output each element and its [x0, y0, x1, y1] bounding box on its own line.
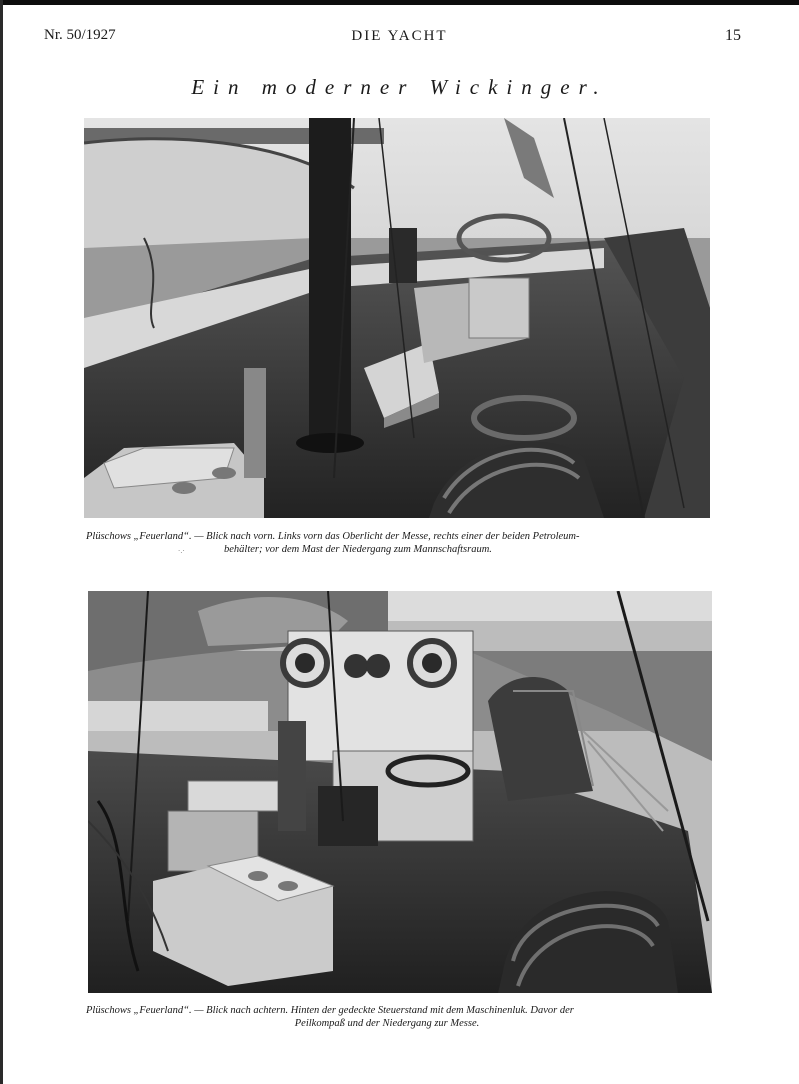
- page-number: 15: [725, 27, 741, 44]
- caption-line: Plüschows „Feuerland“. — Blick nach achtern. Hinten der gedeckte Steuerstand mit dem Maschinenluk. Davor der: [86, 1005, 574, 1016]
- caption-line: Peilkompaß und der Niedergang zur Messe.: [294, 1018, 480, 1029]
- top-rule: [0, 0, 799, 5]
- article-title: Ein moderner Wickinger.: [191, 75, 608, 99]
- issue-number: Nr. 50/1927: [44, 27, 116, 43]
- journal-title: DIE YACHT: [351, 28, 448, 44]
- scan-edge: [0, 0, 3, 1084]
- caption-line: behälter; vor dem Mast der Niedergang zum Mannschaftsraum.: [224, 544, 492, 555]
- photo-view-aft: [88, 591, 712, 993]
- caption-line: Plüschows „Feuerland“. — Blick nach vorn. Links vorn das Oberlicht der Messe, rechts einer der beiden Petroleum-: [86, 531, 580, 542]
- caption-view-aft: [86, 1004, 718, 1030]
- photo-view-forward: [84, 118, 710, 518]
- print-speck: ·.·: [178, 547, 185, 555]
